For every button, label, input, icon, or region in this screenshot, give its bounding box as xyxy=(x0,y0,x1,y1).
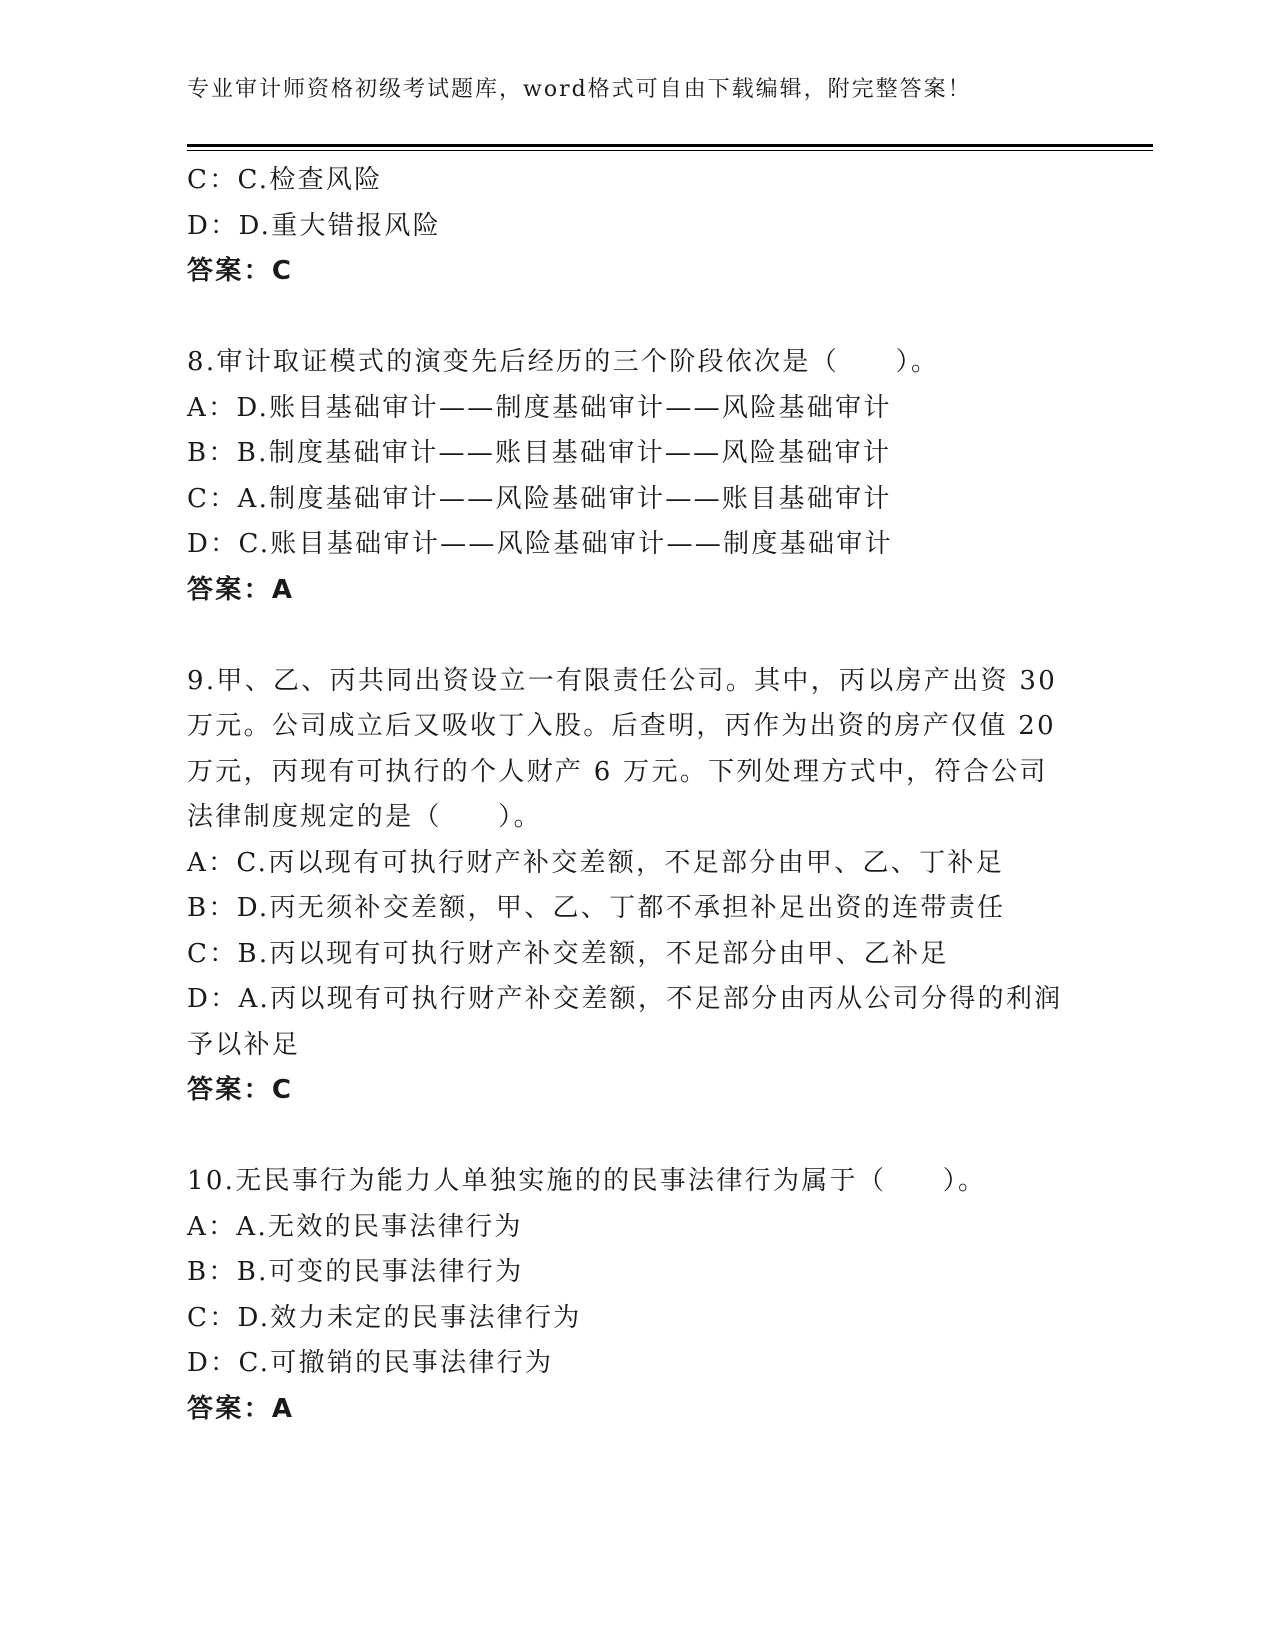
option-a: A：A.无效的民事法律行为 xyxy=(187,1211,523,1242)
option-c: C：A.制度基础审计——风险基础审计——账目基础审计 xyxy=(187,483,892,514)
option-d: D：C.账目基础审计——风险基础审计——制度基础审计 xyxy=(187,529,893,559)
option-b: B：B.可变的民事法律行为 xyxy=(187,1257,524,1287)
question-stem-line: 万元，丙现有可执行的个人财产 6 万元。下列处理方式中，符合公司 xyxy=(187,756,1048,787)
option-d-line: 予以补足 xyxy=(187,1029,301,1060)
page-header: 专业审计师资格初级考试题库，word格式可自由下载编辑，附完整答案！ xyxy=(187,77,972,102)
header-rule-thick xyxy=(187,144,1153,147)
spacer xyxy=(187,613,1097,659)
option-a: A：C.丙以现有可执行财产补交差额，不足部分由甲、乙、丁补足 xyxy=(187,847,1005,878)
option-c: C：D.效力未定的民事法律行为 xyxy=(187,1302,582,1333)
option-b: B：B.制度基础审计——账目基础审计——风险基础审计 xyxy=(187,438,892,468)
question-stem: 10.无民事行为能力人单独实施的的民事法律行为属于（ ）。 xyxy=(187,1166,987,1196)
spacer xyxy=(187,1114,1097,1160)
option-c: C：C.检查风险 xyxy=(187,165,383,195)
question-stem-line: 9.甲、乙、丙共同出资设立一有限责任公司。其中，丙以房产出资 30 xyxy=(187,665,1058,696)
spacer xyxy=(187,295,1097,341)
option-c: C：B.丙以现有可执行财产补交差额，不足部分由甲、乙补足 xyxy=(187,938,949,969)
answer-line: 答案：C xyxy=(187,256,294,286)
header-rule-thin xyxy=(187,150,1153,151)
question-stem: 8.审计取证模式的演变先后经历的三个阶段依次是（ ）。 xyxy=(187,347,940,377)
question-stem-line: 万元。公司成立后又吸收丁入股。后查明，丙作为出资的房产仅值 20 xyxy=(187,711,1056,741)
option-d: D：C.可撤销的民事法律行为 xyxy=(187,1348,554,1378)
option-a: A：D.账目基础审计——制度基础审计——风险基础审计 xyxy=(187,392,892,423)
option-d-line: D：A.丙以现有可执行财产补交差额，不足部分由丙从公司分得的利润 xyxy=(187,984,1063,1014)
answer-line: 答案：A xyxy=(187,1393,295,1424)
answer-line: 答案：A xyxy=(187,574,295,605)
answer-line: 答案：C xyxy=(187,1075,294,1105)
option-b: B：D.丙无须补交差额，甲、乙、丁都不承担补足出资的连带责任 xyxy=(187,893,1006,923)
exam-content xyxy=(187,158,1097,1432)
question-stem-line: 法律制度规定的是（ ）。 xyxy=(187,802,542,832)
option-d: D：D.重大错报风险 xyxy=(187,210,442,241)
